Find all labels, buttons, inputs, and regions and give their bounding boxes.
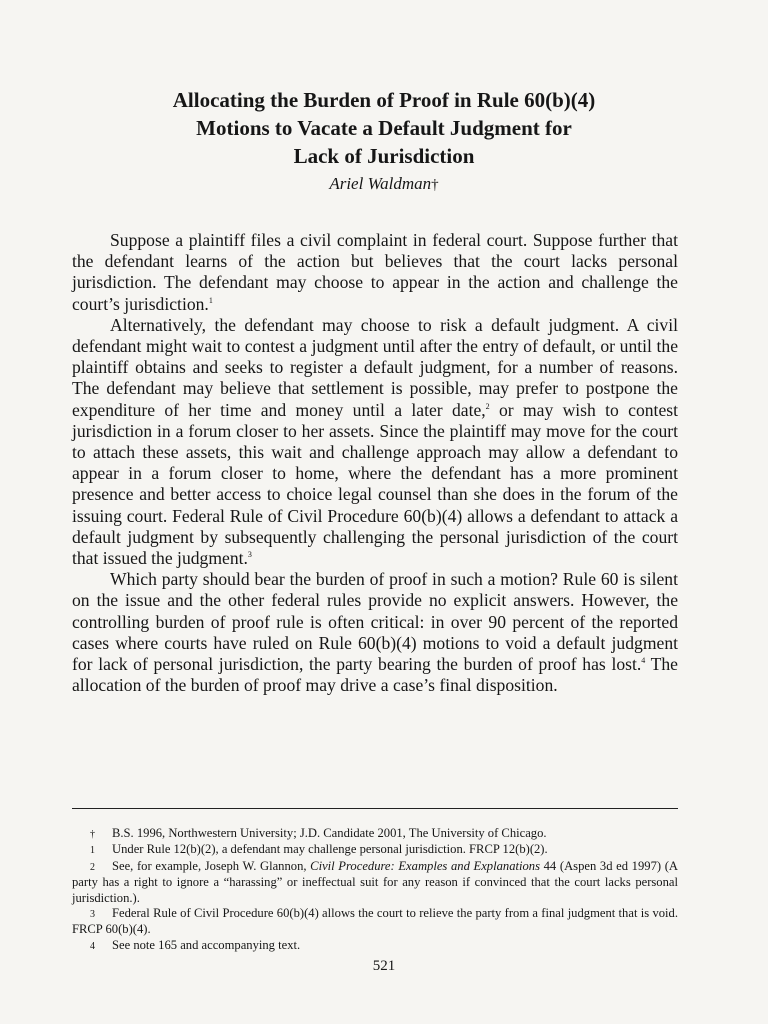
footnote-2-text-post: 44 (Aspen 3d ed 1997) (A party has a right to ignore a “harassing” or ineffectual suit for any reason if convinced that the court lacks personal jurisdiction.). xyxy=(72,858,678,905)
footnote-ref-3: 3 xyxy=(247,550,252,560)
footnote-2-number: 2 xyxy=(90,861,95,873)
author-byline xyxy=(0,174,768,194)
footnote-4 xyxy=(72,938,678,954)
author-name: Ariel Waldman xyxy=(329,174,432,193)
footnote-1-number: 1 xyxy=(90,845,95,857)
paragraph-1-text: Suppose a plaintiff files a civil complaint in federal court. Suppose further that the defendant learns of the action but believes that the court lacks personal jurisdiction. The defendant may choose to appear in the action and challenge the court’s jurisdiction. xyxy=(72,230,678,314)
footnote-ref-2: 2 xyxy=(485,401,490,411)
title-line-3: Lack of Jurisdiction xyxy=(293,144,475,168)
footnote-ref-4: 4 xyxy=(641,656,646,666)
footnote-3 xyxy=(72,906,678,938)
author-footnote-mark: † xyxy=(431,177,439,193)
footnote-divider xyxy=(72,808,678,809)
footnote-2-text-pre: See, for example, Joseph W. Glannon, xyxy=(112,858,311,873)
footnote-4-number: 4 xyxy=(90,940,95,952)
footnote-dagger-text: B.S. 1996, Northwestern University; J.D. Candidate 2001, The University of Chicago. xyxy=(112,826,547,840)
footnotes xyxy=(72,826,678,954)
footnote-1-text: Under Rule 12(b)(2), a defendant may challenge personal jurisdiction. FRCP 12(b)(2). xyxy=(112,842,548,857)
paragraph-3-text-a: Which party should bear the burden of proof in such a motion? Rule 60 is silent on the issue and the other federal rules provide no explicit answers. However, the controlling burden of proof rule is often critical: in over 90 percent of the reported cases where courts have ruled on Rule 60(b)(4) motions to void a default judgment for lack of personal jurisdiction, the party bearing the burden of proof has lost. xyxy=(72,569,678,675)
title-line-2: Motions to Vacate a Default Judgment for xyxy=(196,116,572,140)
paragraph-2-text-a: Alternatively, the defendant may choose to risk a default judgment. A civil defendant might wait to contest a judgment until after the entry of default, or until the plaintiff obtains and seeks to register a default judgment, for a number of reasons. The defendant may believe that settlement is possible, may prefer to postpone the expenditure of her time and money until a later date, xyxy=(72,314,678,420)
paragraph-1 xyxy=(72,230,678,315)
footnote-2 xyxy=(72,859,678,906)
paragraph-3 xyxy=(72,569,678,696)
article-body xyxy=(72,230,678,696)
paragraph-2-text-b: or may wish to contest jurisdiction in a forum closer to her assets. Since the plaintiff may move for the court to attach these assets, this wait and challenge approach may allow a defendant to appear in a forum closer to home, where the defendant has a more prominent presence and better access to choice legal counsel than she does in the forum of the issuing court. Federal Rule of Civil Procedure 60(b)(4) allows a defendant to attack a default judgment by subsequently challenging the personal jurisdiction of the court that issued the judgment. xyxy=(72,399,678,569)
footnote-ref-1: 1 xyxy=(208,295,213,305)
footnote-3-number: 3 xyxy=(90,909,95,921)
footnote-4-text: See note 165 and accompanying text. xyxy=(112,937,301,952)
article-title xyxy=(0,86,768,170)
footnote-dagger xyxy=(72,826,678,842)
title-line-1: Allocating the Burden of Proof in Rule 60(b)(4) xyxy=(172,88,596,112)
footnote-1 xyxy=(72,842,678,858)
paragraph-3-text-b: The allocation of the burden of proof may drive a case’s final disposition. xyxy=(72,654,678,696)
page-number: 521 xyxy=(372,958,396,974)
footnote-2-book-title: Civil Procedure: Examples and Explanations xyxy=(310,858,540,873)
footnote-3-text: Federal Rule of Civil Procedure 60(b)(4) allows the court to relieve the party from a final judgment that is void. FRCP 60(b)(4). xyxy=(72,906,678,937)
footnote-dagger-mark: † xyxy=(90,829,95,840)
paragraph-2 xyxy=(72,315,678,569)
